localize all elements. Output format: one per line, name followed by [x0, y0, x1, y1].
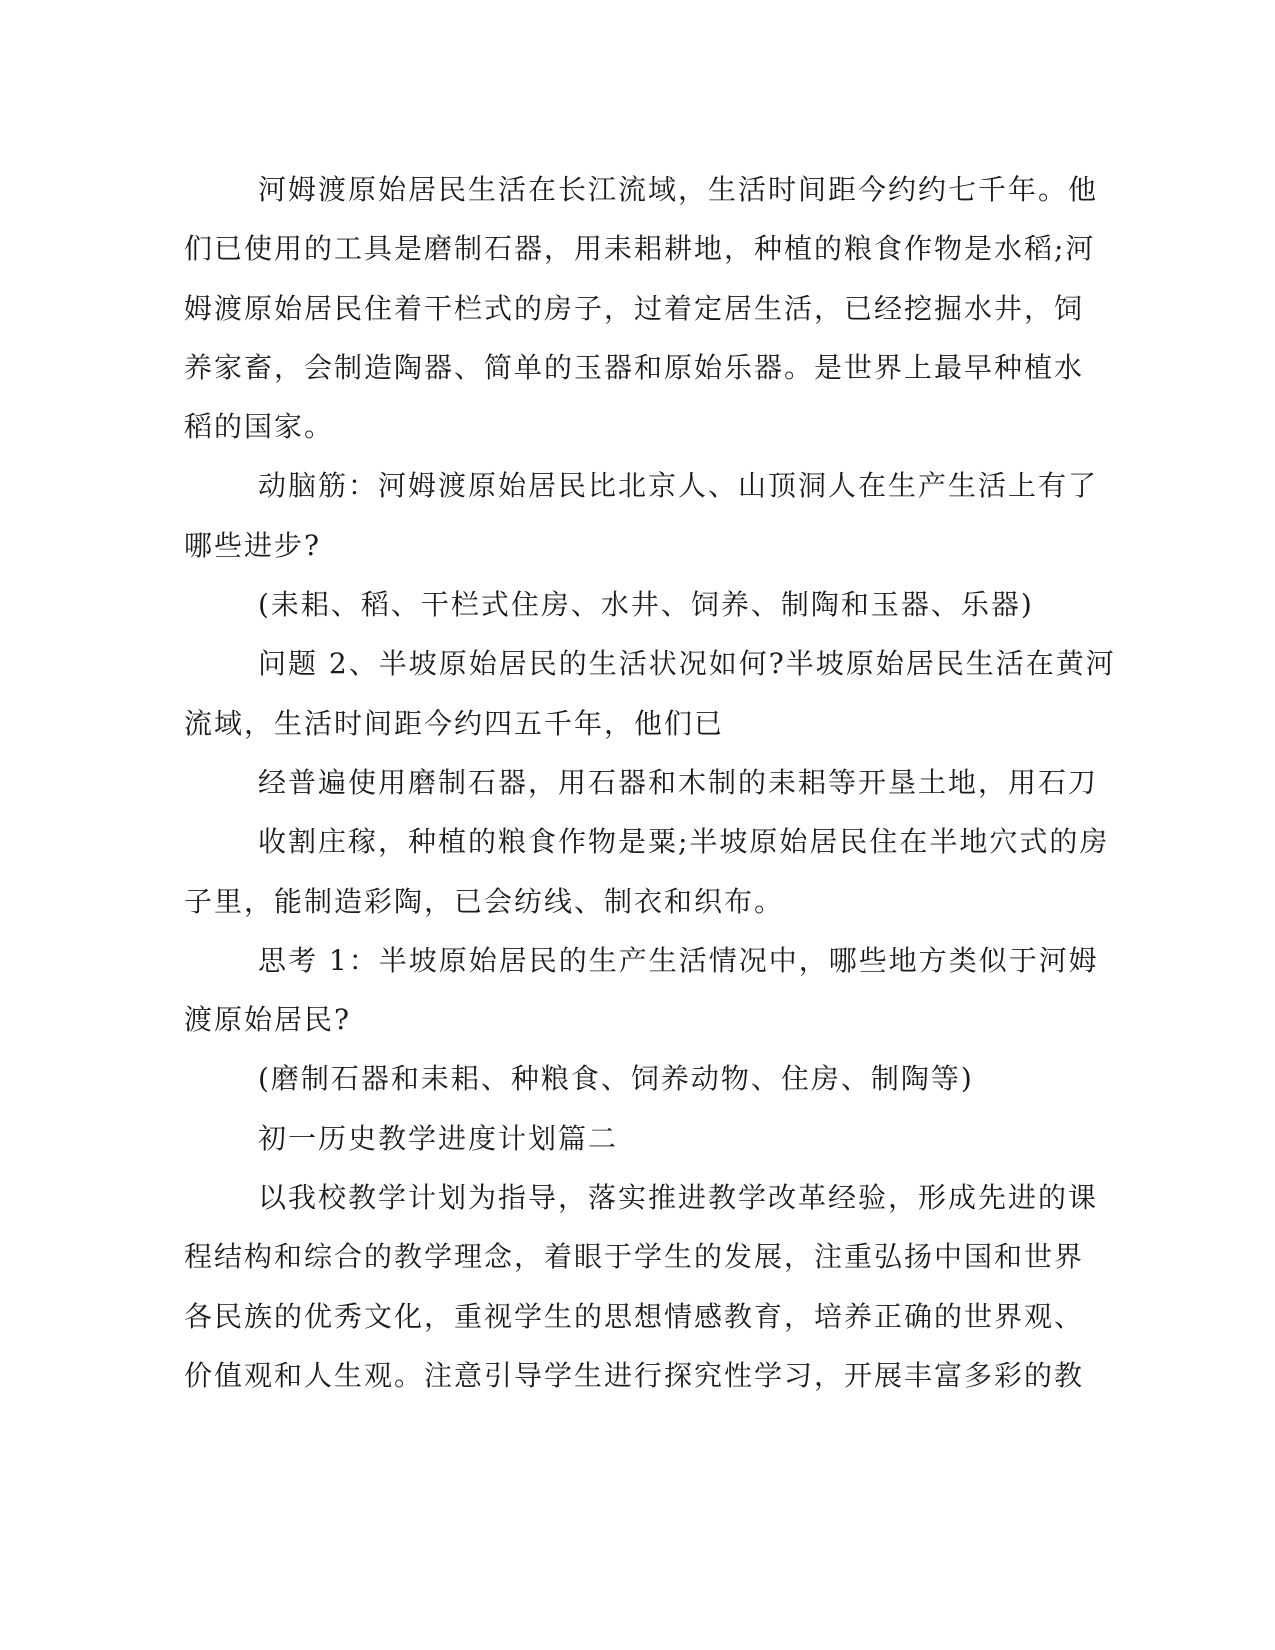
text-line: 们已使用的工具是磨制石器，用耒耜耕地，种植的粮食作物是水稻;河 [184, 232, 1096, 266]
text-line: 以我校教学计划为指导，落实推进教学改革经验，形成先进的课 [258, 1181, 1099, 1215]
text-line: 价值观和人生观。注意引导学生进行探究性学习，开展丰富多彩的教 [184, 1358, 1085, 1392]
section-heading: 初一历史教学进度计划篇二 [258, 1121, 619, 1155]
text-line: 子里，能制造彩陶，已会纺线、制衣和织布。 [184, 884, 785, 918]
text-line: 渡原始居民? [184, 1003, 352, 1037]
text-line: 问题 2、半坡原始居民的生活状况如何?半坡原始居民生活在黄河 [258, 647, 1116, 681]
text-line: 经普遍使用磨制石器，用石器和木制的耒耜等开垦土地，用石刀 [258, 765, 1099, 799]
text-line: 养家畜，会制造陶器、简单的玉器和原始乐器。是世界上最早种植水 [184, 350, 1085, 384]
text-line: 哪些进步? [184, 528, 322, 562]
text-line: 河姆渡原始居民生活在长江流域，生活时间距今约约七千年。他 [258, 173, 1099, 206]
text-line: 姆渡原始居民住着干栏式的房子，过着定居生活，已经挖掘水井，饲 [184, 291, 1085, 325]
text-line: (耒耜、稻、干栏式住房、水井、饲养、制陶和玉器、乐器) [258, 588, 1034, 622]
document-body [184, 160, 1116, 1405]
text-line: 收割庄稼，种植的粮食作物是粟;半坡原始居民住在半地穴式的房 [258, 825, 1110, 859]
text-line: 程结构和综合的教学理念，着眼于学生的发展，注重弘扬中国和世界 [184, 1240, 1085, 1274]
text-line: 稻的国家。 [184, 410, 335, 444]
text-line: 思考 1：半坡原始居民的生产生活情况中，哪些地方类似于河姆 [258, 943, 1099, 977]
text-line: (磨制石器和耒耜、种粮食、饲养动物、住房、制陶等) [258, 1062, 974, 1096]
text-line: 各民族的优秀文化，重视学生的思想情感教育，培养正确的世界观、 [184, 1299, 1085, 1333]
text-line: 流域，生活时间距今约四五千年，他们已 [184, 706, 725, 740]
text-line: 动脑筋：河姆渡原始居民比北京人、山顶洞人在生产生活上有了 [258, 469, 1099, 503]
